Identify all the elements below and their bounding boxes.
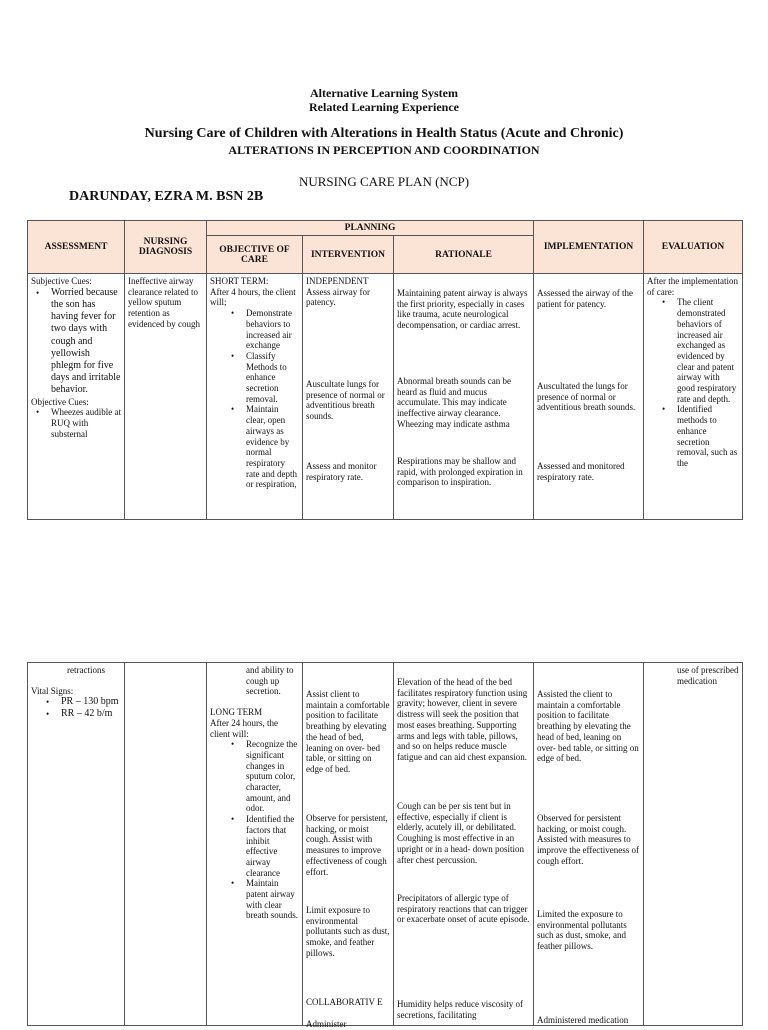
intervention-item: Assist client to maintain a comfortable position to facilitate breathing by elevating the head of bed, leaning on over- bed table, or sitting on edge of bed. bbox=[306, 689, 390, 774]
objective-item: • Classify Methods to enhance secretion removal. bbox=[240, 351, 299, 405]
evaluation-cell-cont bbox=[644, 663, 743, 1026]
institution-name: Alternative Learning System bbox=[310, 86, 458, 100]
student-name: DARUNDAY, EZRA M. BSN 2B bbox=[69, 189, 264, 204]
implementation-cell-cont bbox=[534, 663, 644, 1026]
subjective-label: Subjective Cues: bbox=[31, 276, 92, 286]
vital-sign: • PR – 130 bpm bbox=[55, 696, 121, 708]
objective-item: • Demonstrate behaviors to increased air exchange bbox=[240, 308, 299, 351]
evaluation-item: • Identified methods to enhance secretion removal, such as the bbox=[671, 404, 739, 468]
document-subtitle: ALTERATIONS IN PERCEPTION AND COORDINATION bbox=[228, 143, 540, 157]
intervention-item: Observe for persistent, hacking, or moist cough. Assist with measures to improve effectiveness of cough effort. bbox=[306, 813, 388, 877]
objective-cell bbox=[207, 274, 303, 520]
header-implementation: IMPLEMENTATION bbox=[534, 221, 644, 274]
rationale-item: Cough can be per sis tent but in effective, especially if client is elderly, acutely ill, or debilitated. Coughing is most effective in an upright or in a head- down position after chest percussion. bbox=[397, 801, 524, 865]
rationale-cell-cont bbox=[394, 663, 534, 1026]
rationale-item: Respirations may be shallow and rapid, with prolonged expiration in comparison to inspiration. bbox=[397, 456, 523, 488]
vital-sign: • RR – 42 b/m bbox=[55, 708, 121, 720]
objective-continuation: and ability to cough up secretion. bbox=[246, 665, 294, 697]
intervention-item: Limit exposure to environmental pollutants such as dust, smoke, and feather pillows. bbox=[306, 905, 390, 958]
rationale-item: Elevation of the head of the bed facilitates respiratory function using gravity; however, client in severe distress will seek the position that most eases breathing. Supporting arms and legs with table, pillows, and so on helps reduce muscle fatigue and can aid chest expansion. bbox=[397, 677, 528, 762]
intervention-item: Assess airway for patency. bbox=[306, 286, 370, 308]
short-term-intro: After 4 hours, the client will; bbox=[210, 286, 296, 308]
rationale-item: Precipitators of allergic type of respiratory reactions that can trigger or exacerbate onset of acute episode. bbox=[397, 893, 530, 925]
long-term-intro: After 24 hours, the client will: bbox=[210, 717, 278, 739]
short-term-heading: SHORT TERM: bbox=[210, 276, 269, 286]
evaluation-cell bbox=[644, 274, 743, 520]
intervention-cell-cont bbox=[303, 663, 394, 1029]
implementation-item: Administered medication bbox=[537, 1015, 629, 1025]
collaborative-heading: COLLABORATIV E bbox=[306, 997, 383, 1007]
implementation-item: Observed for persistent hacking, or moist cough. Assisted with measures to improve the effectiveness of cough effort. bbox=[537, 813, 640, 866]
header-planning: PLANNING bbox=[207, 221, 534, 236]
header-evaluation: EVALUATION bbox=[644, 221, 743, 274]
header-rationale: RATIONALE bbox=[394, 236, 534, 274]
evaluation-intro: After the implementation of care: bbox=[647, 276, 739, 297]
objective-cell-cont bbox=[207, 663, 303, 1026]
intervention-item: Administer bbox=[306, 1019, 347, 1029]
subjective-cue: • Worried because the son has having fever for two days with cough and yellowish phlegm for five days and irritable behavior. bbox=[45, 287, 121, 397]
objective-label: Objective Cues: bbox=[31, 396, 89, 407]
intervention-item: Auscultate lungs for presence of normal or adventitious breath sounds. bbox=[306, 379, 385, 422]
implementation-item: Limited the exposure to environmental pollutants such as dust, smoke, and feather pillows. bbox=[537, 909, 627, 952]
care-plan-table-page1 bbox=[27, 220, 743, 520]
header-assessment: ASSESSMENT bbox=[28, 221, 125, 274]
care-plan-table-page2 bbox=[27, 662, 743, 1029]
assessment-cell-cont bbox=[28, 663, 125, 1026]
objective-item: • Identified the factors that inhibit effective airway clearance bbox=[240, 814, 299, 878]
plan-title: NURSING CARE PLAN (NCP) bbox=[298, 174, 470, 189]
objective-item: • Maintain clear, open airways as evidence by normal respiratory rate and depth or respiration, bbox=[240, 404, 299, 490]
diagnosis-cell bbox=[125, 274, 207, 520]
header-objective: OBJECTIVE OF CARE bbox=[207, 236, 303, 274]
rationale-item: Maintaining patent airway is always the first priority, especially in cases like trauma, acute neurological decompensation, or cardiac arrest. bbox=[397, 288, 528, 331]
diagnosis-text: Ineffective airway clearance related to yellow sputum retention as evidenced by cough bbox=[128, 276, 200, 329]
implementation-cell bbox=[534, 274, 644, 520]
rationale-item: Humidity helps reduce viscosity of secretions, facilitating bbox=[397, 999, 523, 1020]
evaluation-item: • The client demonstrated behaviors of increased air exchanged as evidenced by clear and patent airway with good respiratory rate and depth. bbox=[671, 297, 739, 404]
assessment-cell bbox=[28, 274, 125, 520]
course-name: Related Learning Experience bbox=[309, 100, 459, 114]
evaluation-continuation: use of prescribed medication bbox=[677, 665, 739, 686]
implementation-item: Assessed and monitored respiratory rate. bbox=[537, 461, 625, 482]
document-title: Nursing Care of Children with Alterations in Health Status (Acute and Chronic) bbox=[144, 126, 624, 141]
intervention-item: Assess and monitor respiratory rate. bbox=[306, 461, 377, 482]
rationale-item: Abnormal breath sounds can be heard as fluid and mucus accumulate. This may indicate ineffective airway clearance. Wheezing may indicate asthma bbox=[397, 376, 511, 429]
implementation-item: Assisted the client to maintain a comfortable position to facilitate breathing by elevating the head of bed, leaning on over- bed table, or sitting on edge of bed. bbox=[537, 689, 639, 764]
rationale-cell bbox=[394, 274, 534, 520]
objective-cue: • Wheezes audible at RUQ with substernal bbox=[45, 407, 121, 439]
intervention-cell bbox=[303, 274, 394, 520]
objective-item: • Maintain patent airway with clear breath sounds. bbox=[240, 878, 299, 921]
vitals-label: Vital Signs: bbox=[31, 685, 74, 696]
assessment-continuation: retractions bbox=[67, 665, 105, 675]
objective-item: • Recognize the significant changes in sputum color, character, amount, and odor. bbox=[240, 739, 299, 814]
header-diagnosis: NURSING DIAGNOSIS bbox=[125, 221, 207, 274]
diagnosis-cell-cont bbox=[125, 663, 207, 1026]
independent-heading: INDEPENDENT bbox=[306, 276, 369, 286]
implementation-item: Assessed the airway of the patient for patency. bbox=[537, 288, 634, 309]
long-term-heading: LONG TERM bbox=[210, 707, 263, 718]
implementation-item: Auscultated the lungs for presence of normal or adventitious breath sounds. bbox=[537, 381, 636, 413]
header-intervention: INTERVENTION bbox=[303, 236, 394, 274]
